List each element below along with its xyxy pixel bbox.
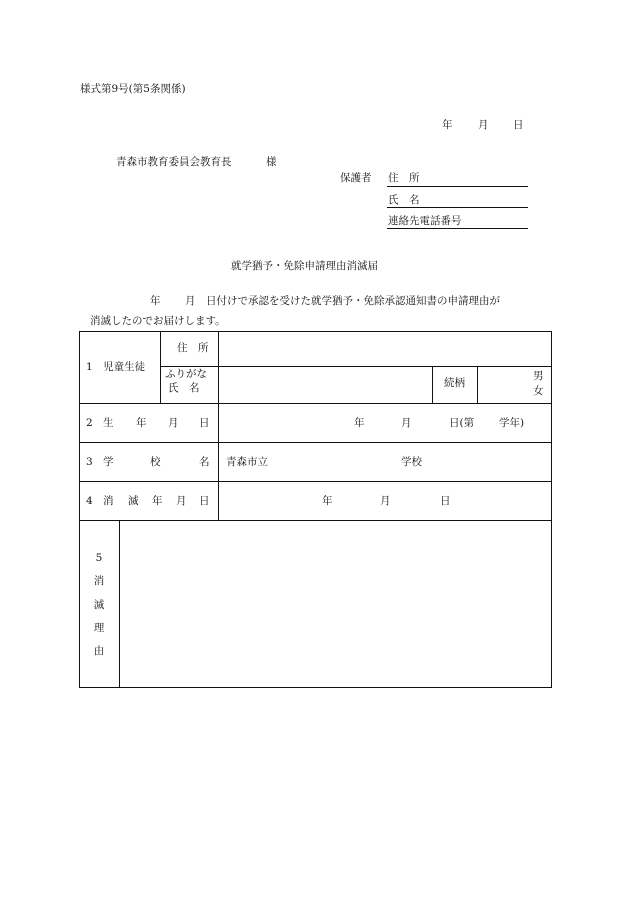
row5-label-char: 由 [93, 645, 105, 657]
row3-school-suffix: 学校 [401, 456, 422, 468]
date-year: 年 [442, 119, 453, 131]
document-title: 就学猶予・免除申請理由消滅届 [231, 260, 378, 272]
row1-name-field[interactable] [222, 368, 429, 401]
row2-label-char: 2 [86, 417, 93, 429]
table-border-top [79, 331, 552, 332]
row5-label-char: 消 [93, 575, 105, 587]
row1-name-label: 氏 名 [168, 382, 200, 394]
addressee-honorific: 様 [266, 156, 277, 168]
row2-year: 年 [354, 417, 365, 429]
row1-address-label: 住 所 [177, 342, 209, 354]
row1-relation-left [432, 366, 433, 403]
form-number: 様式第9号(第5条関係) [80, 83, 186, 95]
guardian-address-line[interactable] [387, 186, 528, 187]
row4-label-char: 消 [103, 495, 114, 507]
row5-divider [119, 520, 120, 687]
row2-grade-suffix: 学年) [499, 417, 525, 429]
guardian-phone-label: 連絡先電話番号 [388, 215, 462, 227]
row5-label-char: 滅 [93, 599, 105, 611]
rows-label-divider [218, 331, 219, 520]
row2-day-grade: 日(第 [449, 417, 475, 429]
row3-label-char: 名 [199, 456, 210, 468]
guardian-phone-line[interactable] [387, 228, 528, 229]
table-border-right [551, 331, 552, 688]
intro-line1: 日付けで承認を受けた就学猶予・免除承認通知書の申請理由が [206, 295, 500, 307]
row1-label: 1 児童生徒 [86, 361, 146, 373]
row2-label-char: 年 [136, 417, 147, 429]
row2-label-char: 日 [199, 417, 210, 429]
row4-label-char: 月 [176, 495, 187, 507]
row4-label-char: 年 [152, 495, 163, 507]
table-border-left [79, 331, 80, 688]
row-sep-4 [79, 520, 552, 521]
row5-reason-field[interactable] [123, 524, 548, 684]
date-day: 日 [513, 119, 524, 131]
row1-furigana-label: ふりがな [165, 368, 207, 380]
row4-month: 月 [380, 495, 391, 507]
guardian-address-label: 住 所 [388, 172, 420, 184]
row4-label-char: 滅 [128, 495, 139, 507]
row1-sex-female[interactable]: 女 [533, 385, 544, 397]
row3-label-char: 3 [86, 456, 93, 468]
row1-relation-right [477, 366, 478, 403]
guardian-label: 保護者 [340, 172, 372, 184]
intro-month: 月 [185, 295, 196, 307]
date-month: 月 [478, 119, 489, 131]
row5-label-char: 5 [95, 552, 103, 564]
row4-label-char: 4 [86, 495, 93, 507]
guardian-name-label: 氏 名 [388, 194, 420, 206]
row1-sex-male[interactable]: 男 [533, 370, 544, 382]
row1-relation-label: 続柄 [444, 377, 465, 389]
row3-label-char: 校 [150, 456, 161, 468]
row2-month: 月 [401, 417, 412, 429]
row3-label-char: 学 [103, 456, 114, 468]
row2-label-char: 生 [103, 417, 114, 429]
row1-col-divider-1 [160, 331, 161, 403]
row-sep-2 [79, 442, 552, 443]
addressee-name: 青森市教育委員会教育長 [116, 156, 232, 168]
row4-year: 年 [322, 495, 333, 507]
row4-day: 日 [440, 495, 451, 507]
row-sep-1 [79, 403, 552, 404]
table-border-bottom [79, 687, 552, 688]
row1-address-field[interactable] [222, 334, 548, 364]
row4-label-char: 日 [199, 495, 210, 507]
intro-line2: 消滅したのでお届けします。 [90, 315, 226, 327]
row-sep-3 [79, 481, 552, 482]
intro-year: 年 [150, 295, 161, 307]
row2-label-char: 月 [168, 417, 179, 429]
row5-label-char: 理 [93, 622, 105, 634]
row3-city-prefix: 青森市立 [226, 456, 268, 468]
guardian-name-line[interactable] [387, 207, 528, 208]
